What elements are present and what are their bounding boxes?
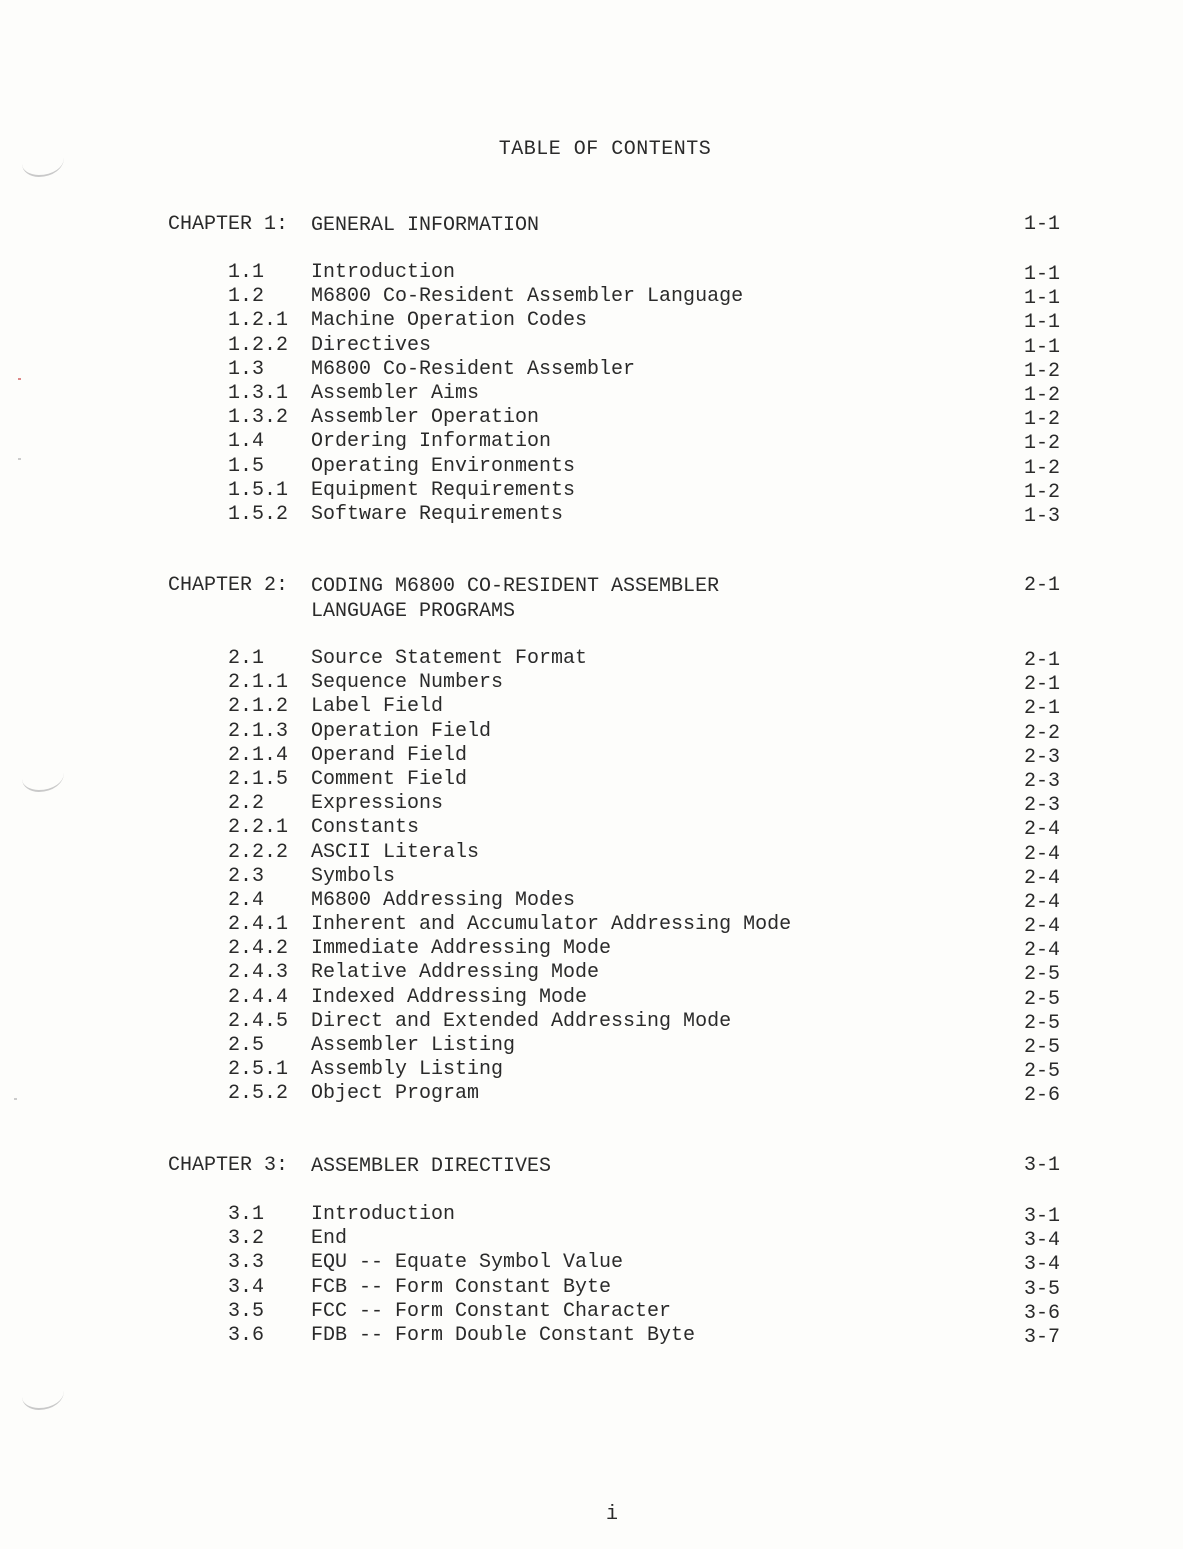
- entry-number: 1.3.1: [228, 381, 289, 405]
- toc-entry: [228, 1034, 1060, 1058]
- entry-title: EQU -- Equate Symbol Value: [311, 1251, 624, 1275]
- entry-title: Symbols: [311, 864, 396, 888]
- entry-title: M6800 Co-Resident Assembler: [311, 357, 636, 381]
- entry-number: 1.3.2: [228, 406, 289, 430]
- entry-page: 1-1: [1023, 311, 1060, 335]
- entry-title: Immediate Addressing Mode: [311, 937, 612, 961]
- toc-entry: [228, 1082, 1060, 1106]
- entry-title: Introduction: [311, 1203, 456, 1226]
- entry-page: 2-4: [1023, 818, 1060, 842]
- entry-page: 1-2: [1023, 408, 1060, 432]
- entry-title: M6800 Addressing Modes: [311, 888, 576, 912]
- entry-page: 3-1: [1023, 1205, 1060, 1228]
- toc-entry: [228, 479, 1060, 503]
- entry-title: Assembler Operation: [311, 406, 540, 430]
- entry-title: Expressions: [311, 792, 444, 816]
- toc-entry: [228, 695, 1060, 719]
- scan-speck: [14, 1098, 17, 1100]
- toc-entry: [228, 841, 1060, 865]
- chapter-2-entries: [228, 647, 1060, 1107]
- entry-title: Indexed Addressing Mode: [311, 985, 588, 1009]
- entry-number: 1.5.1: [228, 478, 289, 502]
- entry-title: Assembler Listing: [311, 1034, 516, 1057]
- entry-number: 2.1.4: [228, 743, 289, 767]
- entry-page: 1-1: [1023, 335, 1060, 359]
- entry-number: 3.1: [228, 1203, 265, 1226]
- entry-number: 2.2.2: [228, 840, 289, 864]
- entry-number: 2.4.5: [228, 1009, 289, 1033]
- toc-entry: [228, 503, 1060, 527]
- page-title: TABLE OF CONTENTS: [498, 138, 712, 161]
- toc-entry: [228, 1227, 1060, 1251]
- entry-page: 1-2: [1023, 383, 1060, 407]
- toc-entry: [228, 382, 1060, 406]
- chapter-label: CHAPTER 2:: [168, 574, 289, 597]
- entry-title: Equipment Requirements: [311, 478, 576, 502]
- entry-page: 3-7: [1023, 1325, 1060, 1349]
- entry-title: End: [311, 1227, 348, 1251]
- toc-entry: [228, 358, 1060, 382]
- toc-entry: [228, 744, 1060, 768]
- entry-page: 1-2: [1023, 432, 1060, 456]
- entry-number: 2.5.2: [228, 1082, 289, 1106]
- entry-title: FCB -- Form Constant Byte: [311, 1275, 612, 1299]
- chapter-label: CHAPTER 3:: [168, 1154, 289, 1177]
- chapter-title-line: CODING M6800 CO-RESIDENT ASSEMBLER: [311, 575, 720, 598]
- chapter-page: 3-1: [1023, 1154, 1060, 1177]
- entry-page: 2-1: [1023, 649, 1060, 672]
- entry-number: 1.3: [228, 357, 265, 381]
- entry-title: Ordering Information: [311, 430, 552, 454]
- entry-page: 3-4: [1023, 1229, 1060, 1253]
- entry-title: ASCII Literals: [311, 840, 480, 864]
- entry-page: 2-4: [1023, 842, 1060, 866]
- entry-number: 2.1.5: [228, 767, 289, 791]
- entry-page: 1-2: [1023, 359, 1060, 383]
- entry-title: Inherent and Accumulator Addressing Mode: [311, 913, 792, 937]
- entry-page: 2-3: [1023, 769, 1060, 793]
- entry-title: Sequence Numbers: [311, 671, 504, 695]
- entry-title: FDB -- Form Double Constant Byte: [311, 1323, 696, 1347]
- entry-number: 3.5: [228, 1299, 265, 1323]
- entry-title: FCC -- Form Constant Character: [311, 1299, 672, 1323]
- toc-entry: [228, 1324, 1060, 1348]
- entry-number: 1.2.2: [228, 333, 289, 357]
- entry-number: 2.2.1: [228, 816, 289, 840]
- entry-title: Machine Operation Codes: [311, 309, 588, 333]
- entry-number: 2.1: [228, 647, 265, 670]
- entry-number: 1.2.1: [228, 309, 289, 333]
- toc-entry: [228, 671, 1060, 695]
- entry-number: 1.4: [228, 430, 265, 454]
- chapter-page: 2-1: [1023, 574, 1060, 597]
- entry-number: 3.2: [228, 1227, 265, 1251]
- entry-number: 2.4.4: [228, 985, 289, 1009]
- entry-title: Constants: [311, 816, 420, 840]
- toc-entry: [228, 913, 1060, 937]
- entry-number: 1.5: [228, 454, 265, 478]
- entry-page: 1-2: [1023, 480, 1060, 504]
- toc-entry: [228, 937, 1060, 961]
- entry-page: 3-4: [1023, 1253, 1060, 1277]
- entry-number: 3.3: [228, 1251, 265, 1275]
- entry-title: Relative Addressing Mode: [311, 961, 600, 985]
- entry-page: 3-5: [1023, 1277, 1060, 1301]
- toc-entry: [228, 768, 1060, 792]
- entry-number: 3.6: [228, 1323, 265, 1347]
- toc-entry: [228, 1203, 1060, 1227]
- toc-entry: [228, 309, 1060, 333]
- toc-entry: [228, 1251, 1060, 1275]
- entry-number: 1.5.2: [228, 502, 289, 526]
- entry-title: Introduction: [311, 261, 456, 284]
- entry-page: 1-2: [1023, 456, 1060, 480]
- entry-number: 1.1: [228, 261, 265, 284]
- entry-page: 2-6: [1023, 1084, 1060, 1108]
- chapter-page: 1-1: [1023, 213, 1060, 236]
- entry-page: 2-5: [1023, 1011, 1060, 1035]
- entry-page: 3-6: [1023, 1301, 1060, 1325]
- entry-page: 1-3: [1023, 504, 1060, 528]
- entry-page: 2-5: [1023, 987, 1060, 1011]
- entry-page: 2-4: [1023, 890, 1060, 914]
- toc-entry: [228, 430, 1060, 454]
- entry-number: 1.2: [228, 285, 265, 309]
- toc-entry: [228, 1058, 1060, 1082]
- entry-number: 2.4.3: [228, 961, 289, 985]
- chapter-label: CHAPTER 1:: [168, 213, 289, 236]
- entry-number: 2.5.1: [228, 1058, 289, 1082]
- chapter-title: [311, 213, 539, 238]
- toc-entry: [228, 1276, 1060, 1300]
- entry-page: 2-1: [1023, 673, 1060, 697]
- entry-page: 2-4: [1023, 939, 1060, 963]
- toc-entry: [228, 285, 1060, 309]
- toc-entry: [228, 792, 1060, 816]
- binder-hole-bottom: [22, 1378, 64, 1410]
- chapter-title: [311, 1154, 551, 1179]
- entry-number: 2.1.1: [228, 671, 289, 695]
- scan-speck: [18, 378, 21, 380]
- entry-page: 2-5: [1023, 1036, 1060, 1059]
- toc-entry: [228, 1010, 1060, 1034]
- entry-number: 2.4: [228, 888, 265, 912]
- entry-page: 2-3: [1023, 745, 1060, 769]
- entry-page: 2-5: [1023, 1060, 1060, 1084]
- entry-number: 2.3: [228, 864, 265, 888]
- scan-speck: [18, 458, 21, 460]
- toc-entry: [228, 961, 1060, 985]
- entry-page: 2-4: [1023, 866, 1060, 890]
- entry-title: Operand Field: [311, 743, 468, 767]
- chapter-title-line: LANGUAGE PROGRAMS: [311, 600, 516, 623]
- entry-title: Operating Environments: [311, 454, 576, 478]
- toc-entry: [228, 455, 1060, 479]
- toc-entry: [228, 261, 1060, 285]
- entry-title: Operation Field: [311, 719, 492, 743]
- toc-entry: [228, 1300, 1060, 1324]
- chapter-title-line: GENERAL INFORMATION: [311, 214, 540, 237]
- entry-title: Comment Field: [311, 767, 468, 791]
- chapter-3-entries: [228, 1203, 1060, 1348]
- entry-number: 2.1.3: [228, 719, 289, 743]
- toc-entry: [228, 647, 1060, 671]
- page-number: i: [606, 1503, 619, 1526]
- entry-page: 1-1: [1023, 263, 1060, 286]
- entry-page: 2-2: [1023, 721, 1060, 745]
- entry-number: 2.4.2: [228, 937, 289, 961]
- entry-number: 2.4.1: [228, 913, 289, 937]
- entry-title: Software Requirements: [311, 502, 564, 526]
- toc-entry: [228, 406, 1060, 430]
- entry-title: Directives: [311, 333, 432, 357]
- entry-title: Source Statement Format: [311, 647, 588, 670]
- entry-page: 1-1: [1023, 287, 1060, 311]
- entry-title: M6800 Co-Resident Assembler Language: [311, 285, 744, 309]
- toc-entry: [228, 889, 1060, 913]
- toc-entry: [228, 865, 1060, 889]
- entry-number: 3.4: [228, 1275, 265, 1299]
- entry-number: 2.5: [228, 1034, 265, 1057]
- entry-number: 2.1.2: [228, 695, 289, 719]
- entry-title: Assembler Aims: [311, 381, 480, 405]
- entry-page: 2-1: [1023, 697, 1060, 721]
- chapter-title: [311, 574, 719, 624]
- toc-entry: [228, 816, 1060, 840]
- toc-entry: [228, 334, 1060, 358]
- entry-title: Assembly Listing: [311, 1058, 504, 1082]
- toc-entry: [228, 986, 1060, 1010]
- toc-entry: [228, 720, 1060, 744]
- binder-hole-middle: [22, 760, 64, 792]
- entry-number: 2.2: [228, 792, 265, 816]
- entry-page: 2-5: [1023, 963, 1060, 987]
- entry-title: Object Program: [311, 1082, 480, 1106]
- entry-title: Direct and Extended Addressing Mode: [311, 1009, 732, 1033]
- chapter-title-line: ASSEMBLER DIRECTIVES: [311, 1155, 552, 1178]
- entry-title: Label Field: [311, 695, 444, 719]
- entry-page: 2-3: [1023, 794, 1060, 818]
- chapter-1-entries: [228, 261, 1060, 527]
- entry-page: 2-4: [1023, 915, 1060, 939]
